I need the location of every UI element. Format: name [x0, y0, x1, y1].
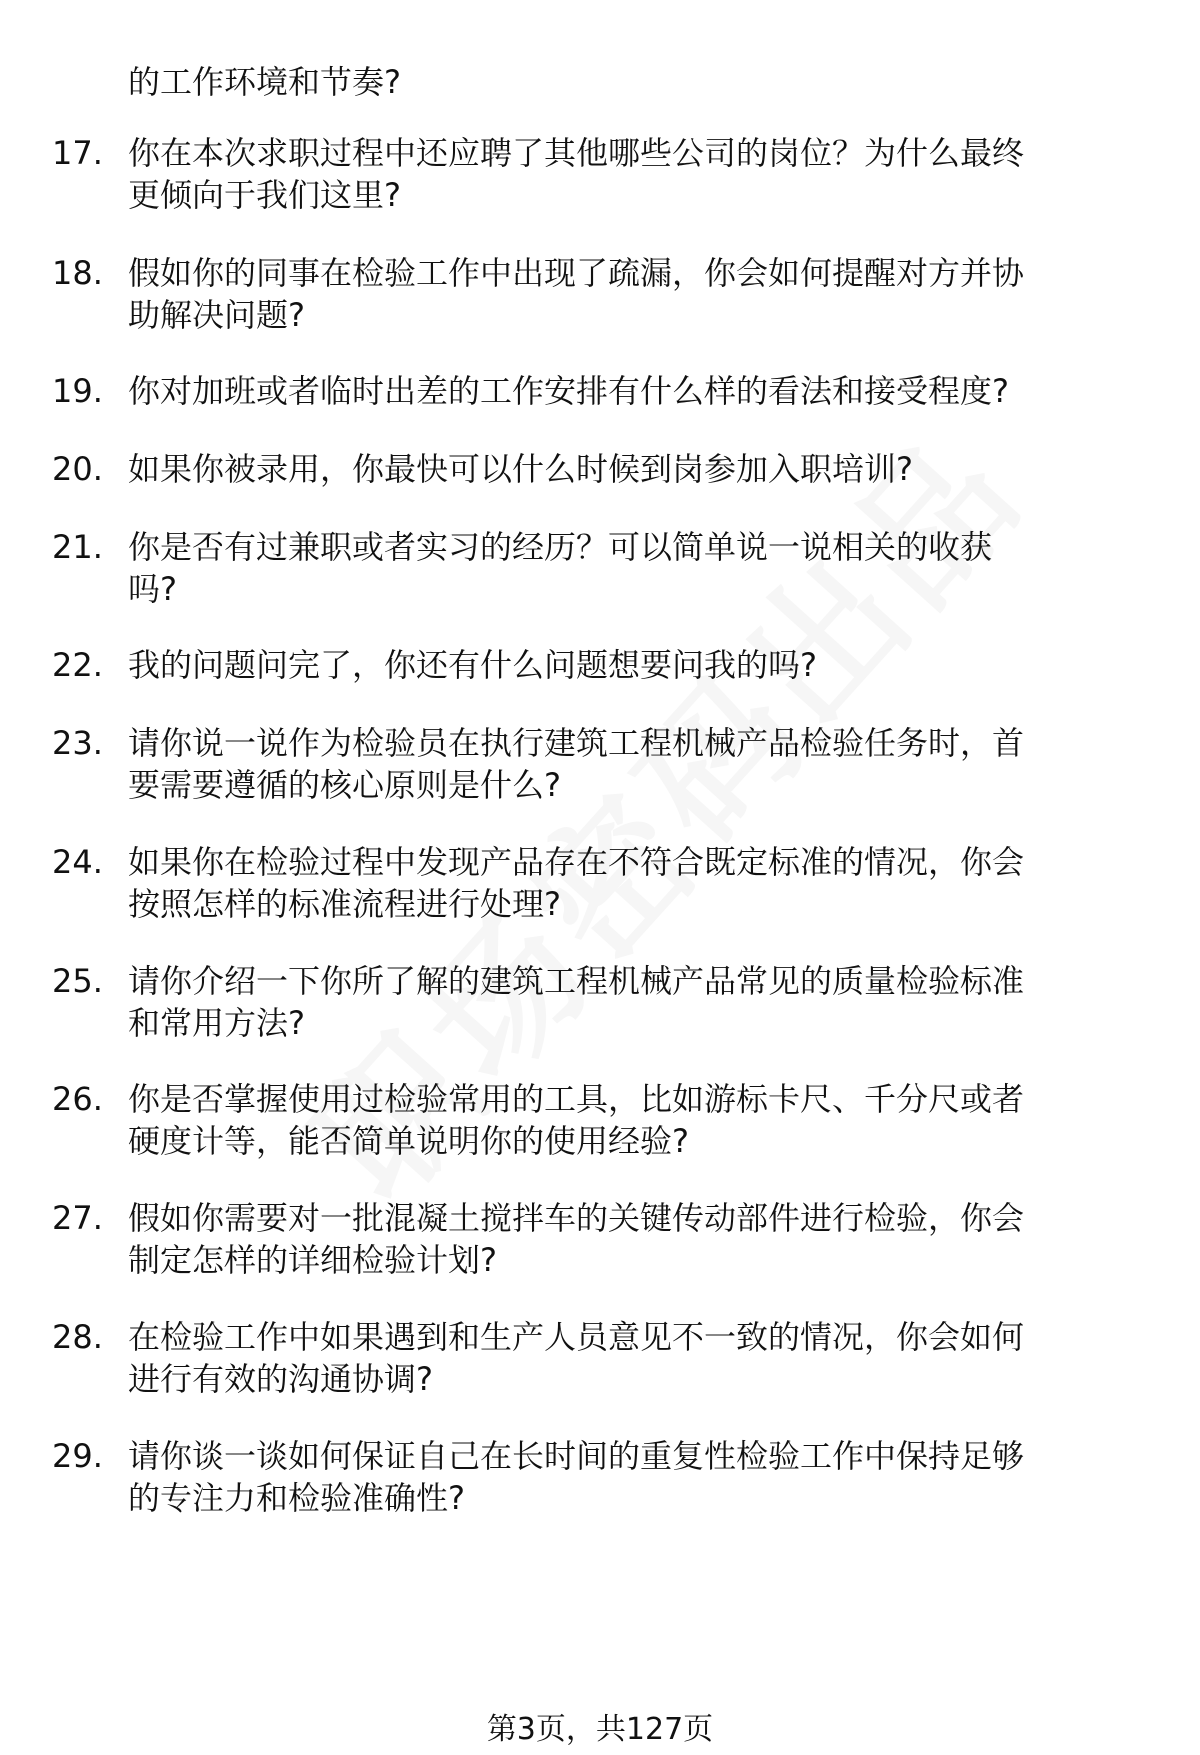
- question-line: 要需要遵循的核心原则是什么?: [128, 766, 561, 804]
- question-line: 如果你在检验过程中发现产品存在不符合既定标准的情况，你会: [128, 843, 1025, 881]
- question-text: [128, 1316, 1138, 1400]
- question-number: 23.: [52, 724, 103, 762]
- question-text: [128, 644, 1138, 686]
- question-text: [128, 1197, 1138, 1281]
- question-number: 27.: [52, 1199, 103, 1237]
- question-line: 吗?: [128, 570, 177, 608]
- question-text: [128, 960, 1138, 1044]
- question-line: 假如你的同事在检验工作中出现了疏漏，你会如何提醒对方并协: [128, 254, 1025, 292]
- question-text: [128, 252, 1138, 336]
- question-line: 我的问题问完了，你还有什么问题想要问我的吗?: [128, 646, 817, 684]
- question-line: 你是否有过兼职或者实习的经历？可以简单说一说相关的收获: [128, 528, 993, 566]
- question-number: 24.: [52, 843, 103, 881]
- question-line: 硬度计等，能否简单说明你的使用经验?: [128, 1122, 689, 1160]
- question-line: 的专注力和检验准确性?: [128, 1479, 465, 1517]
- question-number: 28.: [52, 1318, 103, 1356]
- question-text: [128, 448, 1138, 490]
- question-line: 进行有效的沟通协调?: [128, 1360, 433, 1398]
- question-number: 18.: [52, 254, 103, 292]
- question-line: 在检验工作中如果遇到和生产人员意见不一致的情况，你会如何: [128, 1318, 1025, 1356]
- question-line: 请你说一说作为检验员在执行建筑工程机械产品检验任务时，首: [128, 724, 1025, 762]
- question-text: [128, 526, 1138, 610]
- question-number: 19.: [52, 372, 103, 410]
- question-line: 按照怎样的标准流程进行处理?: [128, 885, 561, 923]
- question-line: 你对加班或者临时出差的工作安排有什么样的看法和接受程度?: [128, 372, 1009, 410]
- question-number: 29.: [52, 1437, 103, 1475]
- question-line: 假如你需要对一批混凝土搅拌车的关键传动部件进行检验，你会: [128, 1199, 1025, 1237]
- page-footer: 第3页，共127页: [486, 1712, 714, 1747]
- question-text: [128, 1435, 1138, 1519]
- question-number: 20.: [52, 450, 103, 488]
- question-number: 21.: [52, 528, 103, 566]
- question-text: [128, 1078, 1138, 1162]
- question-line: 请你谈一谈如何保证自己在长时间的重复性检验工作中保持足够: [128, 1437, 1025, 1475]
- question-text: [128, 132, 1138, 216]
- question-number: 22.: [52, 646, 103, 684]
- question-line: 如果你被录用，你最快可以什么时候到岗参加入职培训?: [128, 450, 913, 488]
- question-number: 25.: [52, 962, 103, 1000]
- question-number: 26.: [52, 1080, 103, 1118]
- question-text: [128, 722, 1138, 806]
- question-line: 助解决问题?: [128, 296, 305, 334]
- continuation-text: 的工作环境和节奏?: [128, 63, 401, 101]
- question-line: 你是否掌握使用过检验常用的工具，比如游标卡尺、千分尺或者: [128, 1080, 1025, 1118]
- question-line: 请你介绍一下你所了解的建筑工程机械产品常见的质量检验标准: [128, 962, 1025, 1000]
- question-line: 制定怎样的详细检验计划?: [128, 1241, 497, 1279]
- question-line: 更倾向于我们这里?: [128, 176, 401, 214]
- question-line: 你在本次求职过程中还应聘了其他哪些公司的岗位？为什么最终: [128, 134, 1025, 172]
- question-text: [128, 370, 1138, 412]
- question-line: 和常用方法?: [128, 1004, 305, 1042]
- question-text: [128, 841, 1138, 925]
- question-number: 17.: [52, 134, 103, 172]
